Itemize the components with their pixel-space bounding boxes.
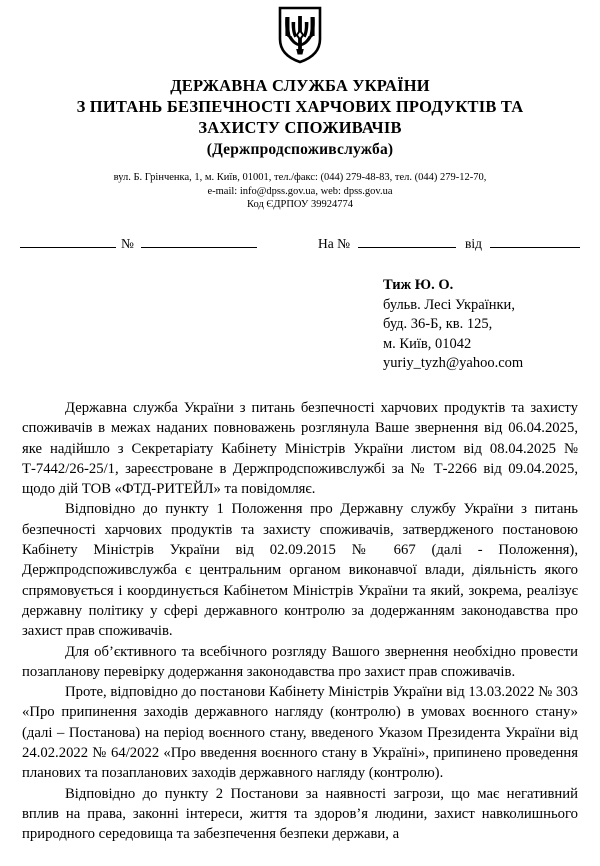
body-paragraph-4: Проте, відповідно до постанови Кабінету Міністрів України від 13.03.2022 № 303 «Про припинення заходів державного нагляду (контролю) в умовах воєнного стану» (далі – Постанова) на період воєнного стану, введеного Указом Президента України від 24.02.2022 № 64/2022 «Про введення воєнного стану в Україні», припинено проведення планових та позапланових заходів державного нагляду (контролю). (22, 684, 578, 782)
letterhead-line-2: З ПИТАНЬ БЕЗПЕЧНОСТІ ХАРЧОВИХ ПРОДУКТІВ ТА (76, 97, 524, 116)
contact-block (0, 171, 600, 212)
body-paragraph-2: Відповідно до пункту 1 Положення про Державну службу України з питань безпечності харчових продуктів та захисту споживачів, затвердженого постановою Кабінету Міністрів України від 02.09.2015 № 667 (далі - Положення), Держпродспоживслужба є центральним органом виконавчої влади, діяльність якого спрямовується і координується Кабінетом Міністрів України та який, зокрема, реалізує державну політику у сфері державного контролю за додержанням законодавства про захист прав споживачів. (22, 501, 578, 640)
ukrainian-trident-icon (278, 51, 322, 68)
addressee-building: буд. 36-Б, кв. 125, (383, 316, 493, 332)
contact-address-phone: вул. Б. Грінченка, 1, м. Київ, 01001, тел./факс: (044) 279-48-83, тел. (044) 279-12-70, (113, 172, 487, 183)
addressee-block (383, 276, 588, 374)
contact-edrpou-code: Код ЄДРПОУ 39924774 (247, 199, 353, 210)
document-body (22, 398, 578, 845)
agency-short-name: (Держпродспоживслужба) (206, 141, 394, 158)
body-paragraph-1: Державна служба України з питань безпечності харчових продуктів та захисту споживачів в межах наданих повноважень розглянула Ваше звернення від 06.04.2025, яке надійшло з Секретаріату Кабінету Міністрів України листом від 08.04.2025 № Т-7442/26-25/1, зареєстроване в Держпродспоживслужбі за № Т-2266 від 09.04.2025, щодо дій ТОВ «ФТД-РИТЕЙЛ» та повідомляє. (22, 400, 578, 498)
incoming-date-blank[interactable] (490, 247, 580, 248)
addressee-street: бульв. Лесі Українки, (383, 296, 515, 313)
contact-email-web: e-mail: info@dpss.gov.ua, web: dpss.gov.ua (207, 185, 393, 197)
addressee-name: Тиж Ю. О. (383, 277, 454, 293)
emblem-container (0, 0, 600, 66)
letterhead-line-3: ЗАХИСТУ СПОЖИВАЧІВ (198, 118, 402, 137)
reference-row (0, 227, 600, 257)
outgoing-date-blank[interactable] (20, 247, 116, 248)
addressee-email: yuriy_tyzh@yahoo.com (383, 355, 524, 371)
addressee-city: м. Київ, 01042 (383, 335, 472, 352)
number-label: № (121, 235, 134, 251)
incoming-number-label: На № (318, 235, 350, 251)
date-label: від (465, 235, 482, 251)
outgoing-number-blank[interactable] (141, 247, 257, 248)
body-paragraph-3: Для об’єктивного та всебічного розгляду Вашого звернення необхідно провести позапланову перевірку додержання законодавства про захист прав споживачів. (22, 643, 578, 680)
incoming-number-blank[interactable] (358, 247, 456, 248)
letterhead-title (0, 75, 600, 160)
body-paragraph-5: Відповідно до пункту 2 Постанови за наявності загрози, що має негативний вплив на права, законні інтереси, життя та здоров’я людини, захист навколишнього природного середовища та забезпечення безпеки держави, а (22, 785, 578, 843)
letterhead-line-1: ДЕРЖАВНА СЛУЖБА УКРАЇНИ (170, 76, 430, 95)
